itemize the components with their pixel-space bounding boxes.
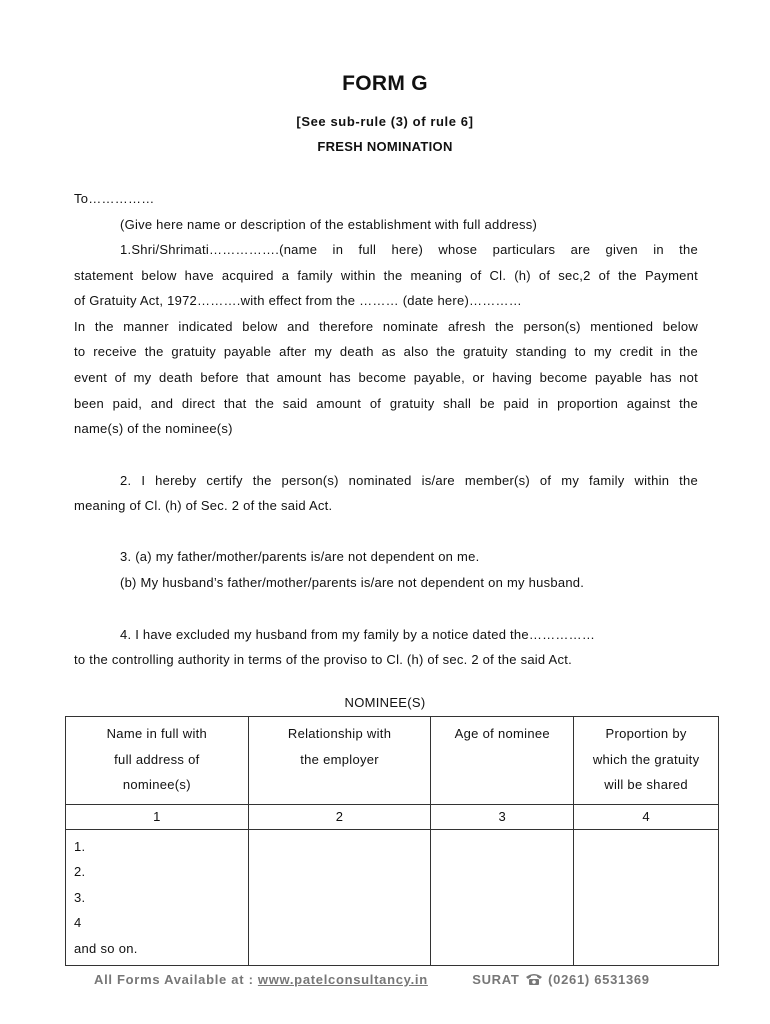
list-item: 3. [74,889,86,905]
list-item: and so on. [74,940,138,956]
nominees-table [65,716,719,966]
paragraph-1-line-8: name(s) of the nominee(s) [74,421,233,436]
column-number: 3 [431,804,574,829]
footer-city: SURAT [472,972,520,987]
form-subtitle: FRESH NOMINATION [317,139,453,154]
header-text: the employer [300,751,379,767]
age-cell [431,829,574,966]
establishment-instruction: (Give here name or description of the establishment with full address) [120,217,538,232]
paragraph-1-line-4: In the manner indicated below and therefore nominate afresh the person(s) mentioned below [74,319,698,334]
header-age [431,717,574,805]
header-proportion [574,717,719,805]
relationship-cell [248,829,431,966]
header-text: which the gratuity [592,751,700,767]
paragraph-1-line-5: to receive the gratuity payable after my death as also the gratuity standing to my credit in the [74,344,698,359]
table-row [66,829,719,966]
paragraph-1-line-3: of Gratuity Act, 1972……….with effect from the ……… (date here)………… [74,293,523,308]
column-number-row [66,804,719,829]
header-text: Age of nominee [454,726,550,741]
header-text: Relationship with [287,726,392,741]
table-header-row [66,717,719,805]
website-link[interactable]: www.patelconsultancy.in [257,972,428,987]
nominee-entries [66,829,249,966]
header-text: nominee(s) [122,777,191,792]
list-item: 2. [74,864,86,879]
sub-rule-reference: [See sub-rule (3) of rule 6] [296,114,474,129]
list-item: 1. [74,838,86,854]
paragraph-2-line-2: meaning of Cl. (h) of Sec. 2 of the said Act. [74,498,333,513]
paragraph-4-line-2: to the controlling authority in terms of the proviso to Cl. (h) of sec. 2 of the said Act. [74,652,572,667]
column-number: 4 [574,804,719,829]
header-text: full address of [114,751,200,767]
footer [94,972,694,989]
paragraph-2-line-1: 2. I hereby certify the person(s) nominated is/are member(s) of my family within the [120,473,698,488]
footer-prefix: All Forms Available at : [94,972,254,987]
header-text: will be shared [604,777,688,792]
column-number: 2 [248,804,431,829]
telephone-icon [524,972,544,989]
paragraph-1-line-7: been paid, and direct that the said amount of gratuity shall be paid in proportion against the [74,396,698,411]
footer-phone: (0261) 6531369 [548,972,650,987]
column-number: 1 [66,804,249,829]
paragraph-1-line-1: 1.Shri/Shrimati…………….(name in full here) whose particulars are given in the [120,242,698,257]
paragraph-1-line-6: event of my death before that amount has become payable, or having become payable has not [74,370,698,385]
nominees-heading: NOMINEE(S) [344,695,426,710]
paragraph-1-line-2: statement below have acquired a family within the meaning of Cl. (h) of sec,2 of the Payment [74,268,698,283]
proportion-cell [574,829,719,966]
header-text: Proportion by [605,726,687,741]
to-line: To…………… [74,191,155,206]
paragraph-3b: (b) My husband’s father/mother/parents is/are not dependent on my husband. [120,575,585,590]
header-name-address [66,717,249,805]
header-relationship [248,717,431,805]
header-text: Name in full with [106,726,208,741]
paragraph-3a: 3. (a) my father/mother/parents is/are not dependent on me. [120,549,480,564]
list-item: 4 [74,915,82,930]
form-title: FORM G [342,72,428,95]
paragraph-4-line-1: 4. I have excluded my husband from my family by a notice dated the…………… [120,627,596,642]
